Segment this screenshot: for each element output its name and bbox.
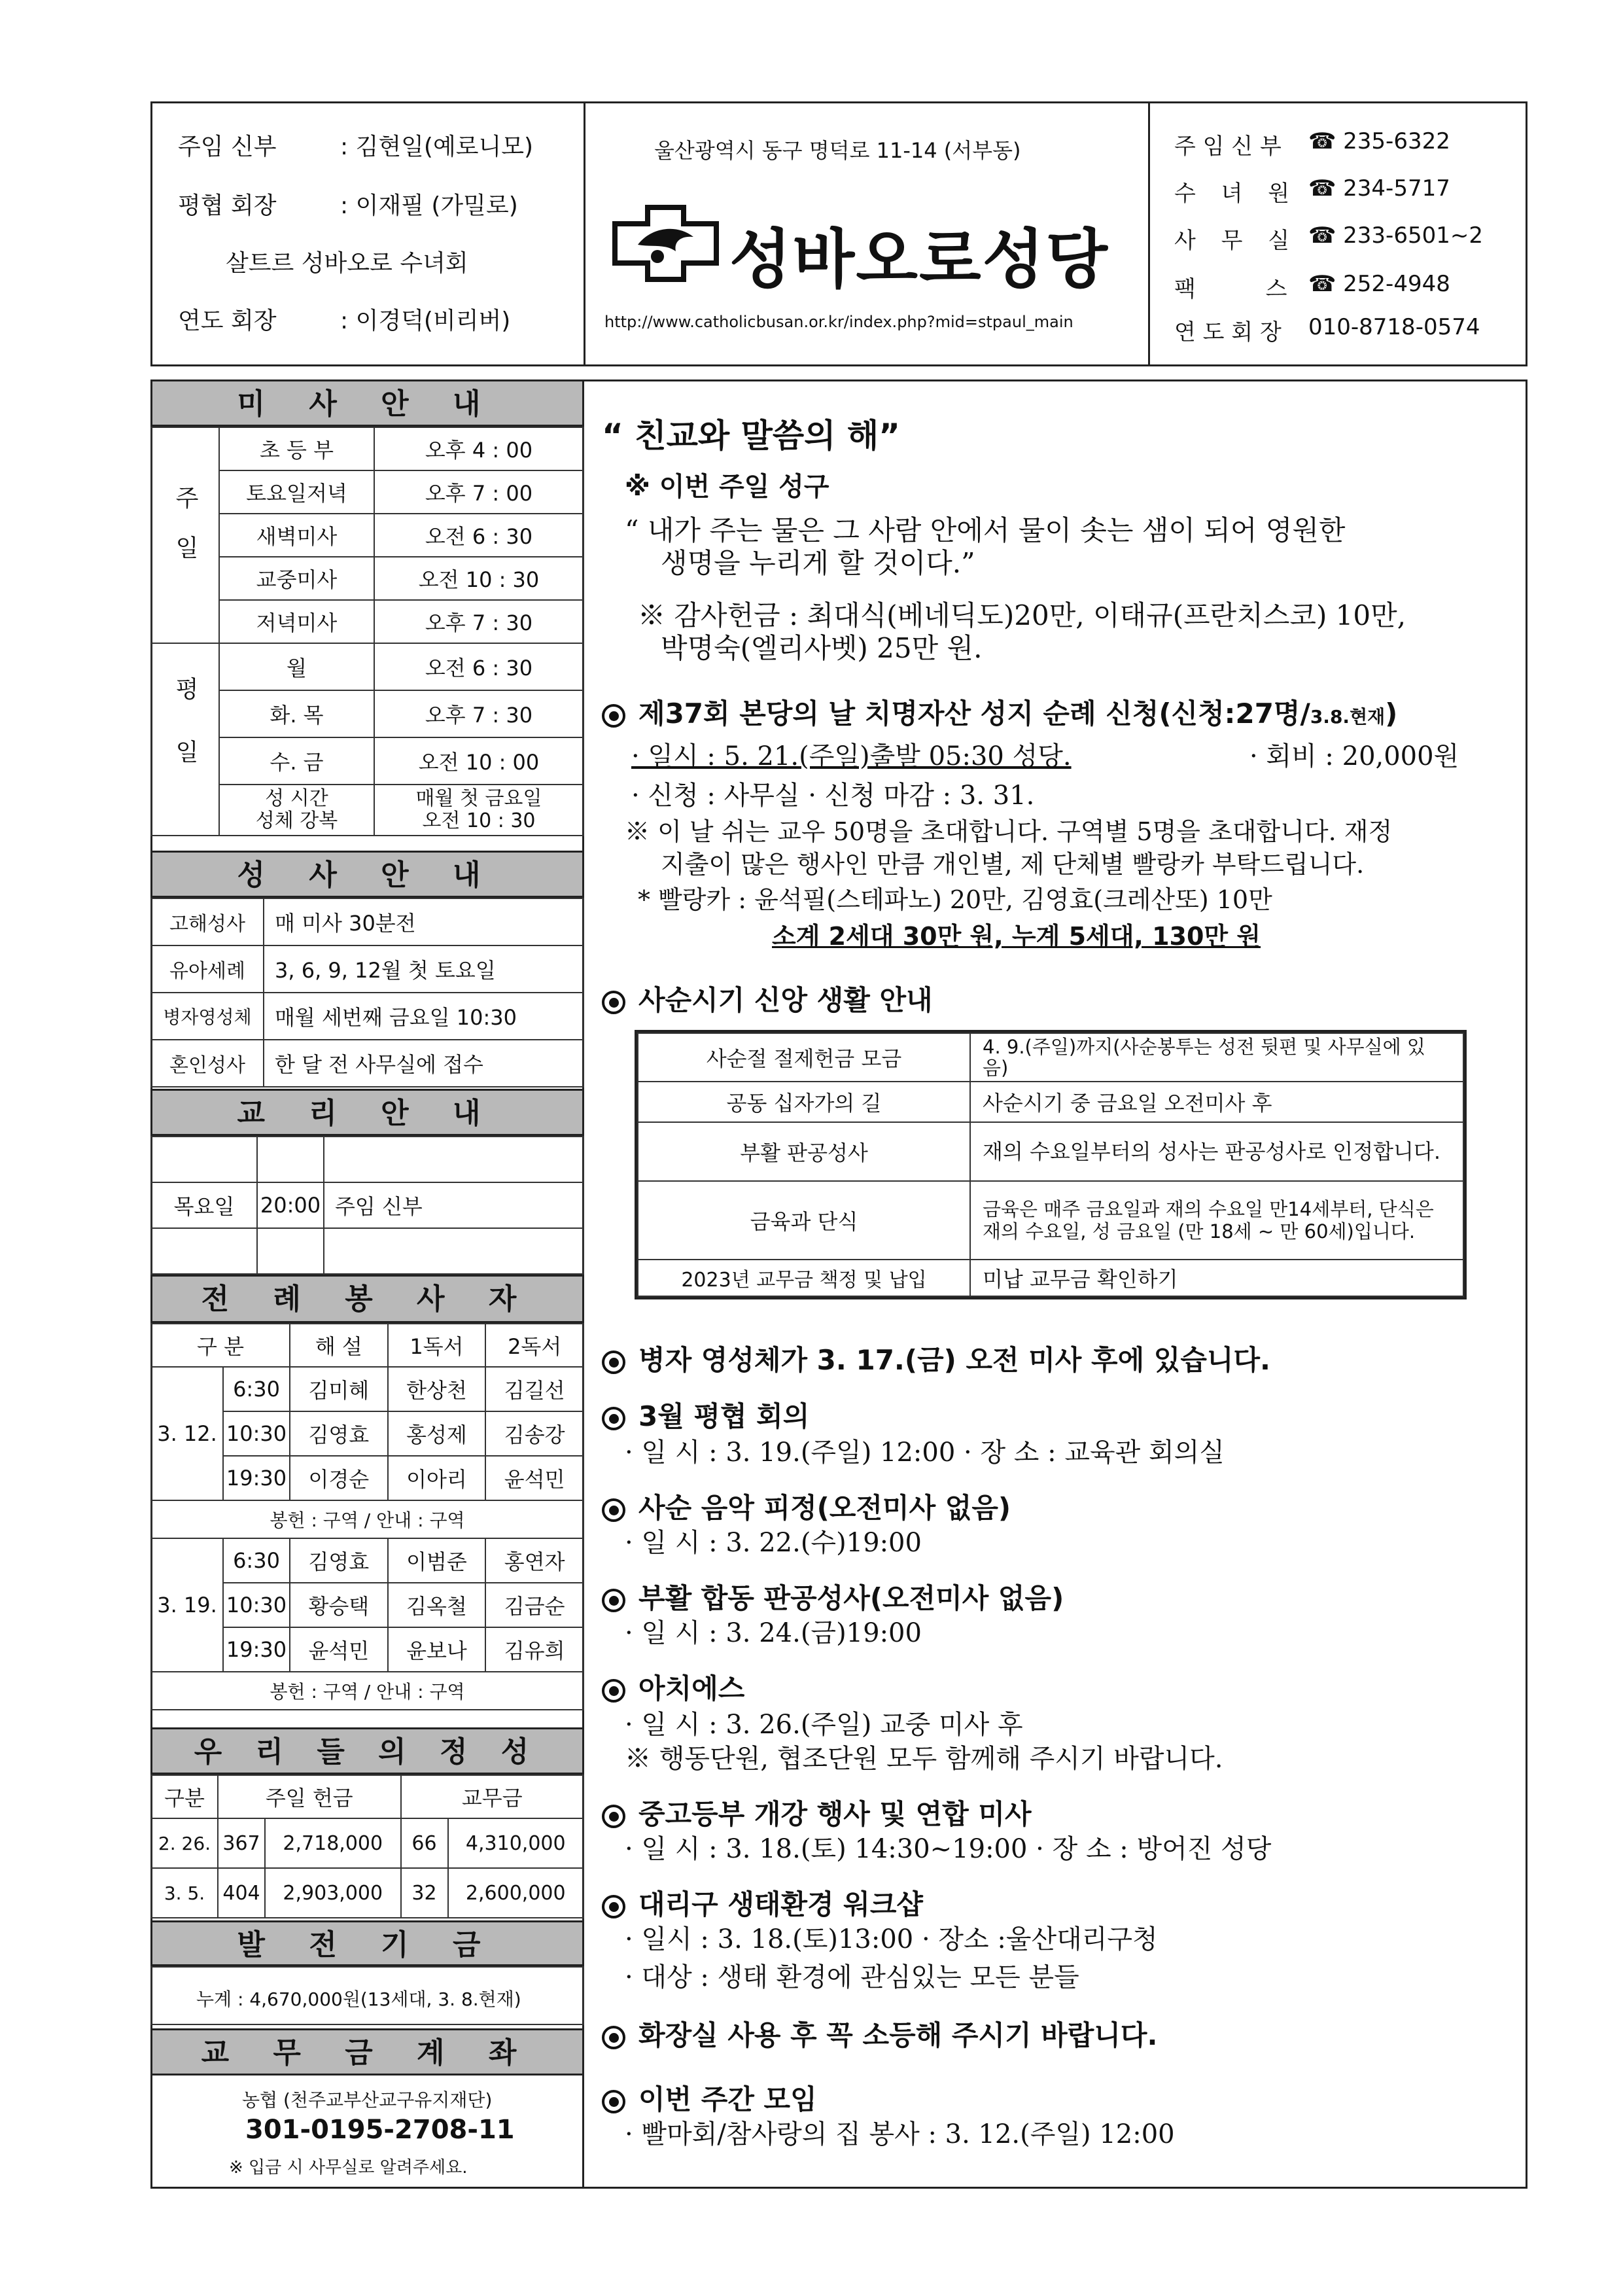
notice-line: · 일시 : 3. 18.(토)13:00 · 장소 :울산대리구청 [625, 1924, 1158, 1954]
servers-name: 홍성제 [388, 1411, 486, 1456]
doctrine-day: 목요일 [151, 1182, 257, 1228]
mass-table [150, 427, 584, 836]
servers-name: 이경순 [290, 1456, 388, 1500]
sacrament-name: 고해성사 [151, 898, 264, 945]
notice-item [602, 1577, 1064, 1616]
offerings-date: 2. 26. [151, 1818, 218, 1868]
doctrine-time: 20:00 [257, 1182, 324, 1228]
notice-title: 3월 평협 회의 [638, 1400, 810, 1432]
bullet-icon [602, 1895, 625, 1918]
bullet-icon [602, 1805, 625, 1828]
pilgrimage-date: · 일시 : 5. 21.(주일)출발 05:30 성당. [631, 741, 1072, 771]
pilgrimage-apply: · 신청 : 사무실 · 신청 마감 : 3. 31. [631, 781, 1035, 811]
pilgrimage-note: ※ 이 날 쉬는 교우 50명을 초대합니다. 구역별 5명을 초대합니다. 재정 [625, 817, 1393, 846]
pilgrimage-title: 제37회 본당의 날 치명자산 성지 순례 신청(신청:27명/ [638, 698, 1310, 730]
sacrament-name: 병자영성체 [151, 993, 264, 1040]
servers-name: 김유희 [485, 1627, 584, 1672]
notice-item [602, 2078, 817, 2117]
servers-header: 1독서 [388, 1324, 486, 1367]
contact-label: 연 도 회 장 [1174, 319, 1282, 345]
offerings-title: 우 리 들 의 정 성 [150, 1727, 584, 1775]
lent-value: 4. 9.(주일)까지(사순봉투는 성전 뒷편 및 사무실에 있음) [970, 1033, 1463, 1082]
notice-line: · 일 시 : 3. 22.(수)19:00 [625, 1528, 922, 1558]
servers-name: 한상천 [388, 1367, 486, 1411]
pastor-label: 주임 신부 [178, 133, 277, 160]
contact-phone: ☎ 252-4948 [1308, 271, 1450, 297]
account-number: 301-0195-2708-11 [245, 2115, 515, 2145]
council-label: 평협 회장 [178, 192, 277, 219]
offerings-count: 66 [401, 1818, 448, 1868]
servers-note: 봉헌 : 구역 / 안내 : 구역 [151, 1672, 584, 1710]
sacrament-desc: 매 미사 30분전 [264, 898, 584, 945]
doctrine-who [324, 1228, 584, 1274]
pilgrimage-heading [602, 692, 1397, 732]
contact-phone: 010-8718-0574 [1308, 314, 1480, 340]
notice-title: 병자 영성체가 3. 17.(금) 오전 미사 후에 있습니다. [638, 1344, 1271, 1376]
notice-item [602, 1667, 744, 1706]
sacrament-title: 성 사 안 내 [150, 851, 584, 898]
sacrament-desc: 매월 세번째 금요일 10:30 [264, 993, 584, 1040]
servers-header: 구 분 [151, 1324, 290, 1367]
mass-title: 미 사 안 내 [150, 380, 584, 427]
sisters-name: 살트르 성바오로 수녀회 [226, 250, 468, 277]
doctrine-who: 주임 신부 [324, 1182, 584, 1228]
contact-phone: ☎ 235-6322 [1308, 128, 1450, 154]
offerings-table [150, 1775, 584, 1918]
servers-name: 김영효 [290, 1411, 388, 1456]
doctrine-time [257, 1137, 324, 1182]
notice-title: 대리구 생태환경 워크샵 [638, 1888, 923, 1920]
lent-key: 2023년 교무금 책정 및 납입 [638, 1260, 970, 1296]
verse-heading: ※ 이번 주일 성구 [625, 472, 829, 502]
verse-line: 생명을 누리게 할 것이다.” [661, 547, 975, 579]
account-bank: 농협 (천주교부산교구유지재단) [242, 2089, 493, 2111]
lent-key: 사순절 절제헌금 모금 [638, 1033, 970, 1082]
pastor-value: : 김현일(예로니모) [340, 133, 534, 160]
servers-time: 10:30 [223, 1411, 290, 1456]
notice-line: · 대상 : 생태 환경에 관심있는 모든 분들 [625, 1962, 1079, 1992]
servers-table [150, 1323, 584, 1710]
doctrine-day [151, 1228, 257, 1274]
notice-line: · 일 시 : 3. 26.(주일) 교중 미사 후 [625, 1710, 1023, 1740]
servers-name: 김송강 [485, 1411, 584, 1456]
fund-text: 누계 : 4,670,000원(13세대, 3. 8.현재) [196, 1988, 521, 2010]
lent-key: 금육과 단식 [638, 1181, 970, 1260]
servers-header: 해 설 [290, 1324, 388, 1367]
church-name: 성바오로성당 [729, 222, 1109, 297]
doctrine-title: 교 리 안 내 [150, 1089, 584, 1136]
servers-time: 19:30 [223, 1627, 290, 1672]
servers-time: 10:30 [223, 1583, 290, 1627]
servers-note: 봉헌 : 구역 / 안내 : 구역 [151, 1500, 584, 1538]
sacrament-name: 유아세례 [151, 945, 264, 993]
servers-time: 6:30 [223, 1367, 290, 1411]
servers-name: 이아리 [388, 1456, 486, 1500]
bullet-icon [602, 1498, 625, 1522]
lent-table [637, 1033, 1464, 1297]
notice-item [602, 1487, 1011, 1526]
bullet-icon [602, 2090, 625, 2113]
year-title: “ 친교와 말씀의 해” [602, 417, 901, 455]
servers-name: 김영효 [290, 1538, 388, 1583]
notice-title: 이번 주간 모임 [638, 2083, 817, 2115]
notice-line: · 일 시 : 3. 24.(금)19:00 [625, 1618, 922, 1648]
servers-name: 윤석민 [485, 1456, 584, 1500]
servers-date: 3. 19. [151, 1538, 223, 1672]
sacrament-table [150, 898, 584, 1087]
thanks-line: 박명숙(엘리사벳) 25만 원. [661, 632, 983, 664]
mass-name: 수. 금 [219, 737, 374, 785]
sunday-label: 주일 [151, 427, 219, 643]
notice-item [602, 2014, 1157, 2053]
mass-name: 토요일저녁 [219, 470, 374, 514]
notice-title: 부활 합동 판공성사(오전미사 없음) [638, 1582, 1064, 1614]
servers-date: 3. 12. [151, 1367, 223, 1500]
bullet-icon [602, 704, 625, 728]
lent-value: 금육은 매주 금요일과 재의 수요일 만14세부터, 단식은 재의 수요일, 성 금요일 (만 18세 ~ 만 60세)입니다. [970, 1181, 1463, 1260]
notice-title: 중고등부 개강 행사 및 연합 미사 [638, 1798, 1032, 1830]
servers-name: 이범준 [388, 1538, 486, 1583]
contact-label: 사 무 실 [1174, 228, 1299, 254]
lent-value: 사순시기 중 금요일 오전미사 후 [970, 1082, 1463, 1122]
offerings-amount: 2,903,000 [265, 1868, 401, 1918]
servers-title: 전 례 봉 사 자 [150, 1275, 584, 1323]
offerings-header: 주일 헌금 [218, 1775, 401, 1818]
notice-item [602, 1793, 1032, 1832]
offerings-count: 32 [401, 1868, 448, 1918]
address: 울산광역시 동구 명덕로 11-14 (서부동) [654, 138, 1021, 163]
bullet-icon [602, 1407, 625, 1430]
servers-name: 윤석민 [290, 1627, 388, 1672]
sacrament-name: 혼인성사 [151, 1040, 264, 1087]
offerings-header: 구분 [151, 1775, 218, 1818]
mass-name: 월 [219, 643, 374, 690]
servers-name: 김미혜 [290, 1367, 388, 1411]
mass-time: 오전 6 : 30 [374, 643, 584, 690]
offerings-amount: 4,310,000 [448, 1818, 584, 1868]
contact-label: 팩 스 [1174, 276, 1319, 302]
mass-name: 저녁미사 [219, 600, 374, 643]
thanks-line: ※ 감사헌금 : 최대식(베네딕도)20만, 이태규(프란치스코) 10만, [638, 599, 1406, 631]
servers-name: 황승택 [290, 1583, 388, 1627]
mass-time: 오전 10 : 30 [374, 557, 584, 600]
servers-name: 윤보나 [388, 1627, 486, 1672]
bullet-icon [602, 991, 625, 1014]
notice-item [602, 1339, 1270, 1378]
contact-label: 주 임 신 부 [1174, 133, 1282, 160]
pilgrimage-donors: * 빨랑카 : 윤석필(스테파노) 20만, 김영효(크레산또) 10만 [638, 885, 1272, 914]
mass-time: 오후 4 : 00 [374, 427, 584, 470]
account-note: ※ 입금 시 사무실로 알려주세요. [229, 2158, 468, 2178]
offerings-header: 교무금 [401, 1775, 584, 1818]
notice-line: · 빨마회/참사랑의 집 봉사 : 3. 12.(주일) 12:00 [625, 2119, 1175, 2149]
mass-name: 교중미사 [219, 557, 374, 600]
mass-name: 화. 목 [219, 690, 374, 737]
notice-item [602, 1883, 923, 1922]
offerings-count: 404 [218, 1868, 265, 1918]
servers-time: 19:30 [223, 1456, 290, 1500]
servers-time: 6:30 [223, 1538, 290, 1583]
contact-phone: ☎ 233-6501~2 [1308, 222, 1483, 249]
lent-key: 공동 십자가의 길 [638, 1082, 970, 1122]
contact-label: 수 녀 원 [1174, 181, 1299, 207]
contact-phone: ☎ 234-5717 [1308, 175, 1450, 202]
mass-name: 초 등 부 [219, 427, 374, 470]
notice-title: 사순 음악 피정(오전미사 없음) [638, 1492, 1011, 1524]
pilgrimage-date-note: 3.8.현재 [1310, 706, 1386, 728]
servers-name: 김금순 [485, 1583, 584, 1627]
pilgrimage-total: 소계 2세대 30만 원, 누계 5세대, 130만 원 [772, 922, 1261, 951]
mass-time: 오후 7 : 30 [374, 690, 584, 737]
offerings-amount: 2,600,000 [448, 1868, 584, 1918]
church-url[interactable]: http://www.catholicbusan.or.kr/index.php?mid=stpaul_main [604, 313, 1073, 331]
notice-title: 화장실 사용 후 꼭 소등해 주시기 바랍니다. [638, 2019, 1158, 2051]
mass-name: 새벽미사 [219, 514, 374, 557]
account-title: 교 무 금 계 좌 [150, 2028, 584, 2075]
notice-line: · 일 시 : 3. 18.(토) 14:30~19:00 · 장 소 : 방어진 성당 [625, 1834, 1272, 1864]
lent-key: 부활 판공성사 [638, 1122, 970, 1181]
offerings-count: 367 [218, 1818, 265, 1868]
verse-line: “ 내가 주는 물은 그 사람 안에서 물이 솟는 샘이 되어 영원한 [625, 514, 1346, 546]
lent-title: 사순시기 신앙 생활 안내 [638, 984, 933, 1016]
doctrine-table [150, 1136, 584, 1275]
notice-item [602, 1395, 809, 1434]
pilgrimage-title-end: ) [1385, 698, 1398, 730]
doctrine-day [151, 1137, 257, 1182]
mass-name: 성 시간 성체 강복 [219, 785, 374, 836]
mass-time: 오후 7 : 30 [374, 600, 584, 643]
bullet-icon [602, 1679, 625, 1703]
mass-time: 오전 10 : 00 [374, 737, 584, 785]
offerings-amount: 2,718,000 [265, 1818, 401, 1868]
council-value: : 이재필 (가밀로) [340, 192, 518, 219]
doctrine-who [324, 1137, 584, 1182]
lent-table-wrap [635, 1030, 1467, 1299]
bullet-icon [602, 1589, 625, 1612]
pilgrimage-fee: · 회비 : 20,000원 [1249, 741, 1459, 771]
church-logo-icon [612, 204, 720, 283]
fund-title: 발 전 기 금 [150, 1920, 584, 1966]
pilgrimage-note: 지출이 많은 행사인 만큼 개인별, 제 단체별 빨랑카 부탁드립니다. [661, 850, 1365, 879]
sacrament-desc: 3, 6, 9, 12월 첫 토요일 [264, 945, 584, 993]
funeral-label: 연도 회장 [178, 308, 277, 334]
mass-time: 오전 6 : 30 [374, 514, 584, 557]
bullet-icon [602, 2026, 625, 2049]
doctrine-time [257, 1228, 324, 1274]
lent-value: 재의 수요일부터의 성사는 판공성사로 인정합니다. [970, 1122, 1463, 1181]
funeral-value: : 이경덕(비리버) [340, 308, 511, 334]
notice-line: ※ 행동단원, 협조단원 모두 함께해 주시기 바랍니다. [625, 1744, 1223, 1774]
servers-header: 2독서 [485, 1324, 584, 1367]
sacrament-desc: 한 달 전 사무실에 접수 [264, 1040, 584, 1087]
weekday-label: 평일 [151, 643, 219, 836]
lent-value: 미납 교무금 확인하기 [970, 1260, 1463, 1296]
bullet-icon [602, 1351, 625, 1374]
header-divider-2 [1148, 101, 1150, 366]
notice-title: 아치에스 [638, 1672, 745, 1704]
header-divider-1 [584, 101, 585, 366]
offerings-date: 3. 5. [151, 1868, 218, 1918]
servers-name: 김옥철 [388, 1583, 486, 1627]
servers-name: 김길선 [485, 1367, 584, 1411]
mass-time: 매월 첫 금요일 오전 10 : 30 [374, 785, 584, 836]
mass-time: 오후 7 : 00 [374, 470, 584, 514]
lent-heading [602, 979, 933, 1018]
notice-line: · 일 시 : 3. 19.(주일) 12:00 · 장 소 : 교육관 회의실 [625, 1438, 1225, 1468]
servers-name: 홍연자 [485, 1538, 584, 1583]
